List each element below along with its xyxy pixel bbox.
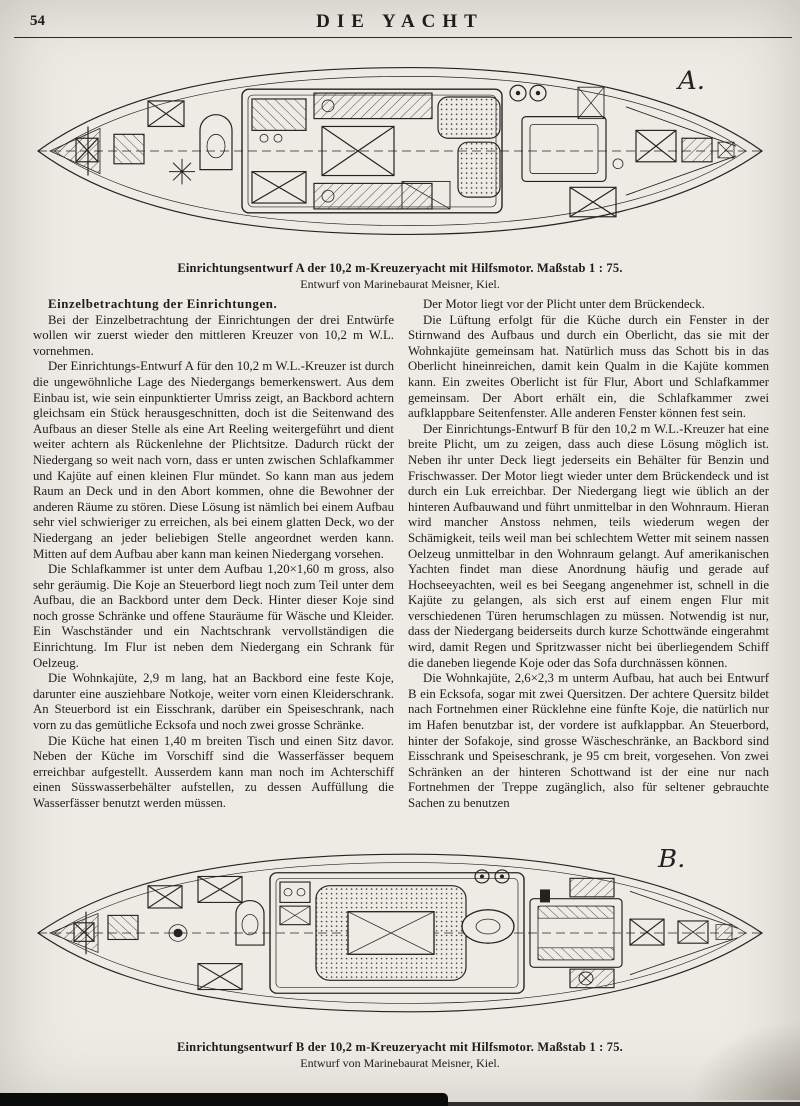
paragraph: Bei der Einzelbetrachtung der Einrichtungen der drei Entwürfe wollen wir zuerst wieder den mittleren Kreuzer von 10,2 m W.L. vornehmen. — [33, 312, 394, 358]
figure-a-caption-sub: Entwurf von Marinebaurat Meisner, Kiel. — [300, 277, 500, 291]
figure-b-caption-sub: Entwurf von Marinebaurat Meisner, Kiel. — [300, 1056, 500, 1070]
header-rule — [14, 37, 792, 38]
scan-edge-bar — [0, 1093, 448, 1106]
plate-letter-b: B. — [658, 845, 686, 873]
article-right-column — [408, 297, 769, 812]
figure-a — [30, 44, 770, 258]
article-left-column — [33, 297, 394, 812]
paragraph: Die Wohnkajüte, 2,9 m lang, hat an Backbord eine feste Koje, darunter eine ausziehbare Notkoje, weiter vorn einen Kleiderschrank. An Steuerbord ist ein Eisschrank, darüber ein Speiseschrank, nach vorn zu das gemütliche Ecksofa und noch zwei grosse Schränke. — [33, 671, 394, 733]
windlass-star — [169, 159, 195, 185]
paragraph: Der Einrichtungs-Entwurf A für den 10,2 m W.L.-Kreuzer ist durch die ungewöhnliche Lage des Niedergangs bemerkenswert. Aus dem Einbau ist, wie sein einpunktierter Umriss zeigt, an Backbord achtern gleichsam ein Stück herausgeschnitten, doch ist die Seitenwand des Aufbaus an dieser Stelle als eine Art Reeling weitergeführt und dient weiter achtern als Rückenlehne der Plichtsitze. Dadurch rückt der Niedergang so weit nach vorn, dass er unten zwischen Schlafkammer und Kajüte auf einen kleinen Flur mündet. So kann man aus jedem Raum an Deck und in den Abort kommen, ohne die Bewohner der anderen Räume zu stören. Diese Lösung ist nämlich bei einem Aufbau sehr viel schwieriger zu erreichen, als bei einem glatten Deck, wo der Niedergang an jeder beliebigen Stelle angeordnet werden kann. Mitten auf dem Aufbau aber kann man keinen Niedergang vorsehen. — [33, 359, 394, 561]
figure-b — [30, 832, 770, 1034]
figure-b-caption — [0, 1040, 800, 1071]
figure-a-caption-title: Einrichtungsentwurf A der 10,2 m-Kreuzeryacht mit Hilfsmotor. Maßstab 1 : 75. — [177, 261, 623, 275]
article-heading: Einzelbetrachtung der Einrichtungen. — [48, 297, 278, 311]
masthead-title: DIE YACHT — [316, 11, 484, 32]
paragraph: Der Einrichtungs-Entwurf B für den 10,2 m W.L.-Kreuzer hat eine breite Plicht, um zu zeigen, dass auch diese Lösung möglich ist. Neben ihr unter Deck liegt jederseits ein Behälter für Benzin und Frischwasser. Der Motor liegt wieder unter dem Brückendeck und ist durch ein Luk erreichbar. Der Niedergang liegt wie üblich an der hinteren Aufbauwand und führt unmittelbar in den Wohnraum. Hieran wird mancher Anstoss nehmen, teils wiederum wegen der Schämigkeit, teils weil man bei schlechtem Wetter mit seinem nassen Oelzeug unmittelbar in den Wohnraum gelangt. Auf amerikanischen Yachten findet man diese Anordnung häufig und gerade auf Hochseeyachten, weil es bei Seegang angenehmer ist, schnell in die Kajüte zu gelangen, als sich erst auf einem engen Flur mit verschiedenen Türen herumschlagen zu müssen. Notwendig ist nur, dass der Niedergang beiderseits durch kurze Schottwände eingerahmt wird, damit Regen und Spritzwasser nicht bei überliegendem Schiff die daneben liegende Koje oder das Sofa durchnässen können. — [408, 421, 769, 670]
yacht-plan-a-drawing — [30, 44, 770, 258]
paragraph: Die Küche hat einen 1,40 m breiten Tisch und einen Sitz davor. Neben der Küche im Vorschiff sind die Wasserfässer bequem erreichbar aufgestellt. Ausserdem kann man noch im Achterschiff einen Süsswasserbehälter aufstellen, zu dessen Auffüllung die Wasserfässer benutzt werden müssen. — [33, 733, 394, 810]
figure-a-caption — [0, 261, 800, 292]
page-number: 54 — [30, 13, 45, 29]
plate-letter-a: A. — [678, 66, 706, 97]
paragraph: Der Motor liegt vor der Plicht unter dem Brückendeck. — [423, 297, 705, 311]
figure-b-caption-title: Einrichtungsentwurf B der 10,2 m-Kreuzeryacht mit Hilfsmotor. Maßstab 1 : 75. — [176, 1040, 624, 1054]
hull-a — [38, 68, 762, 235]
page-curl-shadow — [690, 1020, 800, 1100]
yacht-plan-b-drawing — [30, 832, 770, 1034]
hull-b — [38, 854, 762, 1012]
paragraph: Die Schlafkammer ist unter dem Aufbau 1,20×1,60 m gross, also sehr geräumig. Die Koje an Steuerbord liegt noch zum Teil unter dem Aufbau, die an Backbord unter dem Deck. Hinter dieser Koje sind noch grosse Schränke und offene Stauräume für Wäsche und Kleider. Ein Waschständer und ein Nachtschrank vervollständigen die Einrichtung. Im Flur ist neben dem Niedergang ein Schrank für Oelzeug. — [33, 562, 394, 670]
paragraph: Die Lüftung erfolgt für die Küche durch ein Fenster in der Stirnwand des Aufbaus und durch ein Oberlicht, das sie mit der Wohnkajüte gemeinsam hat. Natürlich muss das Schott bis in das Oberlicht hineinreichen, damit kein Qualm in die Kajüte kommen kann. Ein zweites Oberlicht ist für Flur, Abort und Schlafkammer gemeinsam. Der Abort erhält ein, die Schlafkammer zwei aufklappbare Seitenfenster. Alle anderen Fenster können fest sein. — [408, 312, 769, 421]
paragraph: Die Wohnkajüte, 2,6×2,3 m unterm Aufbau, hat auch bei Entwurf B ein Ecksofa, sogar mit zwei Quersitzen. Der achtere Quersitz bildet nach Fortnehmen einer Rücklehne eine fünfte Koje, die natürlich nur im Hafen benutzbar ist, der vordere ist aufklappbar. An Steuerbord, hinter der Sofakoje, sind grosse Wäscheschränke, an Backbord sind Eisschrank und Speiseschrank, je 95 cm breit, vorgesehen. Von zwei Schränken an der hinteren Schottwand ist der eine nur nach Fortnehmen der Treppe zugänglich, also für seltener gebrauchte Sachen zu benutzen — [408, 671, 769, 810]
